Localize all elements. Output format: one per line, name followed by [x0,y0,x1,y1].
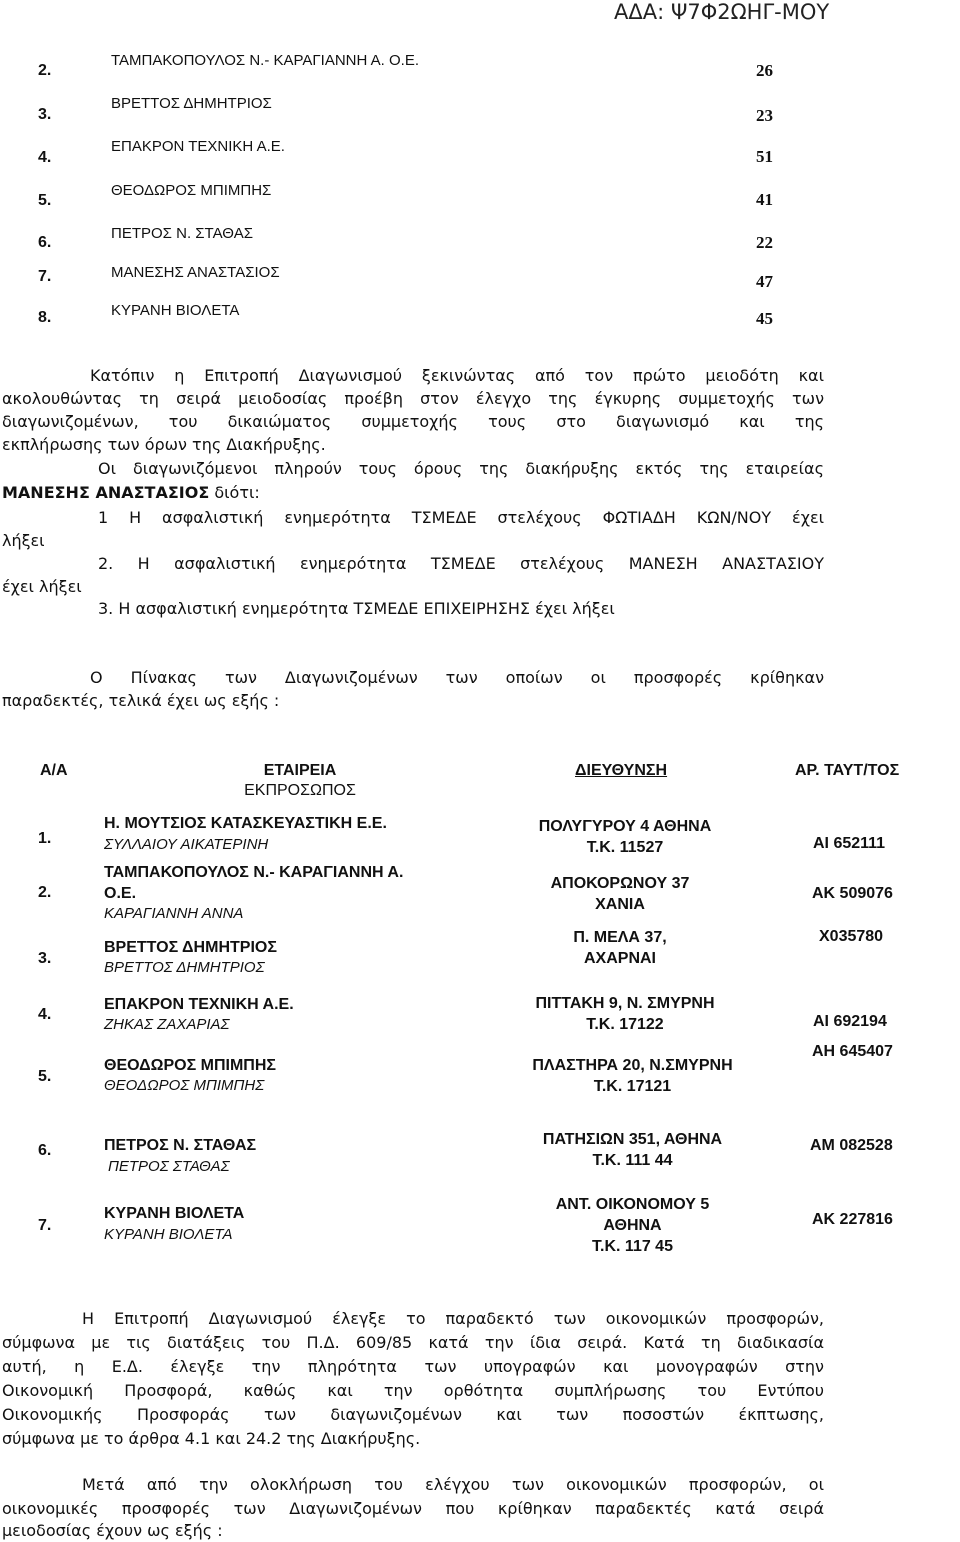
list-item-number: 6. [38,234,52,251]
paragraph-line: αυτή, η Ε.Δ. έλεγξε την πληρότητα των υπογραφών και μονογραφών στην [2,1357,824,1376]
paragraph-line: οικονομικές προσφορές των Διαγωνιζομένων που κρίθηκαν παραδεκτές κατά σειρά [2,1499,824,1518]
id-number: ΑΜ 082528 [810,1137,893,1154]
company-name-cont: Ο.Ε. [104,885,137,902]
list-item-name: ΠΕΤΡΟΣ Ν. ΣΤΑΘΑΣ [111,225,253,242]
reason-line: έχει λήξει [2,577,82,596]
company-name: ΤΑΜΠΑΚΟΠΟΥΛΟΣ Ν.- ΚΑΡΑΓΙΑΝΝΗ Α. [104,864,404,881]
row-number: 6. [38,1142,52,1159]
list-item-number: 3. [38,106,52,123]
list-item-name: ΤΑΜΠΑΚΟΠΟΥΛΟΣ Ν.- ΚΑΡΑΓΙΑΝΝΗ Α. Ο.Ε. [111,52,420,69]
reason-intro: διότι: [209,483,260,502]
company-name: ΒΡΕΤΤΟΣ ΔΗΜΗΤΡΙΟΣ [104,939,277,956]
list-item-name: ΕΠΑΚΡΟΝ ΤΕΧΝΙΚΗ Α.Ε. [111,138,285,155]
id-number: ΑΗ 645407 [812,1043,893,1060]
list-item-score: 45 [756,309,773,328]
company-name: ΘΕΟΔΩΡΟΣ ΜΠΙΜΠΗΣ [104,1057,276,1074]
row-number: 7. [38,1217,52,1234]
paragraph-line: Οι διαγωνιζόμενοι πληρούν τους όρους της διακήρυξης εκτός της εταιρείας [98,459,824,478]
representative-name: ΘΕΟΔΩΡΟΣ ΜΠΙΜΠΗΣ [104,1077,265,1094]
id-number: ΑΙ 652111 [813,835,886,852]
id-number: ΑΙ 692194 [813,1013,887,1030]
list-item-name: ΒΡΕΤΤΟΣ ΔΗΜΗΤΡΙΟΣ [111,95,272,112]
id-number: ΑΚ 509076 [812,885,893,902]
address-line: ΠΟΛΥΓΥΡΟΥ 4 ΑΘΗΝΑ [538,818,712,835]
paragraph-line: Οικονομικής Προσφοράς των διαγωνιζομένων και των ποσοστών έκπτωσης, [2,1405,824,1424]
list-item-number: 4. [38,149,52,166]
address-line: ΠΑΤΗΣΙΩΝ 351, ΑΘΗΝΑ [542,1131,723,1148]
row-number: 5. [38,1068,52,1085]
column-header-no: Α/Α [40,762,68,779]
list-item-name: ΚΥΡΑΝΗ ΒΙΟΛΕΤΑ [111,302,240,319]
paragraph-line: παραδεκτές, τελικά έχει ως εξής : [2,691,280,710]
company-name-bold: ΜΑΝΕΣΗΣ ΑΝΑΣΤΑΣΙΟΣ [2,483,210,502]
reason-line: 3. Η ασφαλιστική ενημερότητα ΤΣΜΕΔΕ ΕΠΙΧΕΙΡΗΣΗΣ έχει λήξει [98,599,615,618]
company-name: ΚΥΡΑΝΗ ΒΙΟΛΕΤΑ [104,1205,245,1222]
representative-name: ΠΕΤΡΟΣ ΣΤΑΘΑΣ [108,1158,230,1175]
list-item-name: ΜΑΝΕΣΗΣ ΑΝΑΣΤΑΣΙΟΣ [111,264,280,281]
reason-line: λήξει [2,531,45,550]
paragraph-line [2,482,260,504]
paragraph-line: εκπλήρωσης των όρων της Διακήρυξης. [2,435,326,454]
list-item-score: 47 [756,272,773,291]
column-header-address: ΔΙΕΥΘΥΝΣΗ [575,762,668,779]
row-number: 2. [38,884,52,901]
paragraph-line: Μετά από την ολοκλήρωση του ελέγχου των οικονομικών προσφορών, οι [82,1475,824,1494]
representative-name: ΖΗΚΑΣ ΖΑΧΑΡΙΑΣ [104,1016,230,1033]
column-header-company: ΕΤΑΙΡΕΙΑ [263,762,337,779]
list-item-score: 22 [756,233,773,252]
representative-name: ΣΥΛΛΑΙΟΥ ΑΙΚΑΤΕΡΙΝΗ [104,836,269,853]
row-number: 4. [38,1006,52,1023]
address-line: Τ.Κ. 117 45 [592,1238,673,1255]
list-item-score: 23 [756,106,773,125]
paragraph-line: Η Επιτροπή Διαγωνισμού έλεγξε το παραδεκτό των οικονομικών προσφορών, [82,1309,824,1328]
ada-code: ΑΔΑ: Ψ7Φ2ΩΗΓ-ΜΟΥ [614,0,830,24]
representative-name: ΚΥΡΑΝΗ ΒΙΟΛΕΤΑ [104,1226,233,1243]
address-line: Τ.Κ. 11527 [586,839,664,856]
list-item-number: 2. [38,62,52,79]
address-line: Τ.Κ. 111 44 [592,1152,673,1169]
company-name: Η. ΜΟΥΤΣΙΟΣ ΚΑΤΑΣΚΕΥΑΣΤΙΚΗ Ε.Ε. [104,815,387,832]
address-line: ΠΙΤΤΑΚΗ 9, Ν. ΣΜΥΡΝΗ [535,995,715,1012]
list-item-number: 7. [38,268,52,285]
column-header-representative: ΕΚΠΡΟΣΩΠΟΣ [244,782,356,799]
address-line: ΑΝΤ. ΟΙΚΟΝΟΜΟΥ 5 [555,1196,710,1213]
paragraph-line: σύμφωνα με τις διατάξεις του Π.Δ. 609/85 κατά την ίδια σειρά. Κατά τη διαδικασία [2,1333,824,1352]
representative-name: ΒΡΕΤΤΟΣ ΔΗΜΗΤΡΙΟΣ [104,959,265,976]
paragraph-line: ακολουθώντας τη σειρά μειοδοσίας προέβη στον έλεγχο της έγκυρης συμμετοχής των [2,389,824,408]
list-item-number: 5. [38,192,52,209]
list-item-score: 26 [756,61,773,80]
address-line: ΑΧΑΡΝΑΙ [583,950,656,967]
id-number: ΑΚ 227816 [812,1211,893,1228]
id-number: Χ035780 [819,928,884,945]
paragraph-line: Οικονομική Προσφορά, καθώς και την ορθότητα συμπλήρωσης του Εντύπου [2,1381,824,1400]
representative-name: ΚΑΡΑΓΙΑΝΝΗ ΑΝΝΑ [104,905,244,922]
column-header-id: ΑΡ. ΤΑΥΤ/ΤΟΣ [795,762,900,779]
address-line: ΑΠΟΚΟΡΩΝΟΥ 37 [550,875,690,892]
reason-line: 2. Η ασφαλιστική ενημερότητα ΤΣΜΕΔΕ στελέχους ΜΑΝΕΣΗ ΑΝΑΣΤΑΣΙΟΥ [98,554,824,573]
paragraph-line: Κατόπιν η Επιτροπή Διαγωνισμού ξεκινώντας από τον πρώτο μειοδότη και [90,366,824,385]
list-item-score: 41 [756,190,773,209]
paragraph-line: μειοδοσίας έχουν ως εξής : [2,1521,223,1540]
address-line: ΧΑΝΙΑ [595,896,645,913]
row-number: 3. [38,950,52,967]
paragraph-line: διαγωνιζομένων, του δικαιώματος συμμετοχής τους στο διαγωνισμό και της [2,412,824,431]
address-line: Π. ΜΕΛΑ 37, [573,929,667,946]
reason-line: 1 Η ασφαλιστική ενημερότητα ΤΣΜΕΔΕ στελέχους ΦΩΤΙΑΔΗ ΚΩΝ/ΝΟΥ έχει [98,508,824,527]
address-line: Τ.Κ. 17121 [593,1078,672,1095]
list-item-number: 8. [38,309,52,326]
list-item-name: ΘΕΟΔΩΡΟΣ ΜΠΙΜΠΗΣ [111,182,272,199]
paragraph-line: σύμφωνα με το άρθρα 4.1 και 24.2 της Διακήρυξης. [2,1429,421,1448]
company-name: ΠΕΤΡΟΣ Ν. ΣΤΑΘΑΣ [104,1137,257,1154]
address-line: Τ.Κ. 17122 [586,1016,664,1033]
company-name: ΕΠΑΚΡΟΝ ΤΕΧΝΙΚΗ Α.Ε. [104,996,294,1013]
paragraph-line: Ο Πίνακας των Διαγωνιζομένων των οποίων οι προσφορές κρίθηκαν [90,668,824,687]
list-item-score: 51 [756,147,773,166]
address-line: ΑΘΗΝΑ [603,1217,662,1234]
address-line: ΠΛΑΣΤΗΡΑ 20, Ν.ΣΜΥΡΝΗ [532,1057,733,1074]
row-number: 1. [38,830,52,847]
